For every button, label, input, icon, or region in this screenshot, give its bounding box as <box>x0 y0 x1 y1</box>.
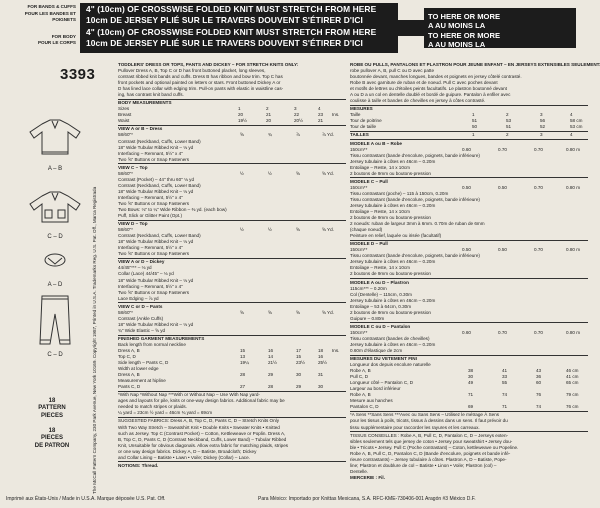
row-label: Jersey tubulaire à côtes en 46cm – 0.20m <box>350 297 436 303</box>
row-value: 0.50 <box>498 247 507 253</box>
row-label: Two ⅝" Buttons or Snap Fasteners <box>118 251 190 257</box>
view-title: VIEW A or B – Dress <box>118 126 163 132</box>
row-value: ½ <box>240 170 244 176</box>
row-value: 76 cm <box>566 404 579 410</box>
gauge-line: 10cm DE JERSEY PLIÉ SUR LE TRAVERS DOUVENT S'ÉTIRER D'ICI <box>86 38 363 49</box>
intro-line: A ou D a un col en dentelle doublé et bordé de guipure. Pantalon à enfiler avec <box>350 92 511 98</box>
row-value: 51 <box>506 124 512 130</box>
technical-drawings <box>20 118 90 348</box>
row-label: Jersey tubulaire à côtes en 46cm – 0.20m <box>350 202 436 208</box>
row-value: 58 cm <box>570 118 583 124</box>
table-row <box>118 384 346 390</box>
intro-line: et motifs de lettres ou d'étoiles peints facultatifs. Le plastron boutonné devant <box>350 86 507 92</box>
row-label: Peinture en relief, laquée ou irisée (facultatif) <box>350 233 442 239</box>
row-value: 17 <box>296 348 302 353</box>
row-value: Ins. <box>332 348 340 353</box>
fabric-line: Dentelle. <box>350 468 369 474</box>
row-value: 33 <box>502 374 508 380</box>
row-label: Interfacing – Remnant, 5½" x 4" <box>118 283 183 289</box>
view-title: VIEW D – Top <box>118 221 148 227</box>
row-value: 0.70 <box>534 146 543 152</box>
pieces-label: DE PATRON <box>34 442 70 449</box>
row-value: 55 <box>502 380 508 386</box>
table-row <box>350 132 588 138</box>
row-value: 18 <box>318 348 324 353</box>
row-value: 30 <box>296 372 302 378</box>
row-label: Contrast (Pocket) – 44" thru 60" ⅛ yd <box>118 176 195 182</box>
row-value: 50 <box>472 124 478 130</box>
row-value: 52 <box>540 124 546 130</box>
row-value: 71 <box>502 404 508 410</box>
row-label: Waist <box>118 118 130 124</box>
pieces-label: PIECES <box>40 412 63 419</box>
fabric-line: SUGGESTED FABRICS: Dress A, B, Top C, D, Pants C, D – Stretch Knits Only <box>118 418 279 424</box>
gauge-label: POUR LES BANDES ET POIGNETS <box>24 10 76 23</box>
row-label: 58/60"* <box>118 170 133 176</box>
gauge-line: 4" (10cm) OF CROSSWISE FOLDED KNIT MUST STRETCH FROM HERE <box>86 26 377 37</box>
row-value: 28 <box>268 384 274 390</box>
gauge-right-text <box>428 12 500 50</box>
pants-drawing <box>40 296 70 344</box>
section-heading: BODY MEASUREMENTS <box>118 100 172 106</box>
row-value: 3 <box>540 112 543 118</box>
row-label: Tissu contrastant (bande d'encolure, poignets, bande inférieure) <box>350 152 480 158</box>
row-label: Top C, D <box>118 354 136 360</box>
row-value: 1 <box>472 132 475 138</box>
row-label: (chaque noeud) <box>350 227 383 233</box>
copyright-side-text <box>92 66 104 496</box>
gauge-line: 10cm DE JERSEY PLIÉ SUR LE TRAVERS DOUVENT S'ÉTIRER D'ICI <box>86 15 363 26</box>
row-value: ⅝ <box>296 227 300 233</box>
row-label: Tour de poitrine <box>350 118 382 124</box>
row-value: ⅝ <box>268 309 272 315</box>
row-label: 2 noeuds: ruban de largeur 3mm à 6mm. 0.70m de ruban de 6mm <box>350 221 485 227</box>
row-value: ½ <box>240 227 244 233</box>
row-label: Tissu contrastant (bande d'encolure, poignets, bande inférieure) <box>350 196 480 202</box>
row-value: 53 <box>506 118 512 124</box>
table-row <box>350 404 588 410</box>
view-title: MODELE D – Pull <box>350 241 388 247</box>
mexico-notice: Para México: Importado por Knittas Mexicana, S.A. RFC-KME-730406-001 Aragón #3 México D.F. <box>258 496 476 502</box>
intro-line: contrast ribbed knit bands and cuffs. Dress B has ribbon and bow trim. Top C has <box>118 74 283 80</box>
sens-line: *A Sens **Sans Sens ***Avec ou Sans Sens – Utilisez le métrage À Sens <box>350 412 500 418</box>
fabric-line: such as Jersey. Top C (Contrast Pocket) – Cotton, Kettleweave or Poplin. Dress A, <box>118 430 286 436</box>
section-title: ROBE OU PULLS, PANTALONS ET PLASTRON POUR JEUNE ENFANT – EN JERSEYS EXTENSIBLES SEULEMENT: <box>350 62 600 67</box>
table-row <box>118 328 346 334</box>
row-value: 65 cm <box>566 380 579 386</box>
row-label: Robe A, B <box>350 392 371 398</box>
row-label: Contrast (Neckband, Cuffs, Lower Band) <box>118 138 201 144</box>
dress-drawing <box>30 120 80 154</box>
row-label: 58/60"* <box>118 227 133 233</box>
row-label: Robe A, B <box>350 368 371 374</box>
row-value: ⅝ Yd. <box>322 170 334 176</box>
view-title: MODELE A ou B – Robe <box>350 140 402 146</box>
intro-line: robe pullover A, B, pull C ou D avec patte <box>350 68 435 74</box>
english-instructions <box>118 62 346 469</box>
view-title: VIEW A or D – Dickey <box>118 259 165 265</box>
row-value: 21 <box>266 112 272 118</box>
row-value: ⅝ Yd. <box>322 227 334 233</box>
gauge-line: 4" (10cm) OF CROSSWISE FOLDED KNIT MUST STRETCH FROM HERE <box>86 4 377 14</box>
row-label: Tissu contrastant (bande d'encolure, poignets, bande inférieure) <box>350 253 480 259</box>
row-value: 28 <box>240 372 246 378</box>
row-value: 51 <box>472 118 478 124</box>
intro-line: front pockets and optional painted on letters or stars. Front buttoned Dickey A or <box>118 80 281 86</box>
row-value: 0.70 <box>498 329 507 335</box>
fabric-line: line; Plastron et doublure de col – Batiste • Linon • Voile; Plastron (col) – <box>350 462 497 468</box>
row-value: 74 <box>536 404 542 410</box>
row-value: 43 <box>536 368 542 374</box>
fabric-line: Knit, Unsuitable for obvious diagonals. Allow extra fabric for matching plaids, stripes <box>118 442 289 448</box>
row-value: 19¼ <box>240 360 249 366</box>
notions-line: MERCERIE : Fil. <box>350 474 385 480</box>
row-value: 30 <box>468 374 474 380</box>
row-label: Entoilage – Reste, 14 x 10cm <box>350 265 411 271</box>
top-drawing <box>30 192 80 222</box>
row-value: ⅞ Yd. <box>322 132 334 138</box>
nap-line: ¼ yard = 23cm ½ yard = 46cm ¾ yard = 69cm <box>118 410 213 416</box>
fabric-line: B, Top C, D, Pants C, D (Contrast Neckband, Cuffs, Lower Band) – Tubular Ribbed <box>118 436 287 442</box>
intro-line: Pullover Dress A, B, Top C or D has front buttoned placket, long sleeves, <box>118 68 266 74</box>
row-value: 22 <box>294 112 300 118</box>
row-value: 60 <box>536 380 542 386</box>
row-value: 69 <box>468 404 474 410</box>
figure-label: A – B <box>47 166 63 172</box>
nap-line: *With Nap *Without Nap ***With or Without Nap – Use With Nap yard- <box>118 392 260 398</box>
row-value: 4 <box>570 132 573 138</box>
row-value: 25½ <box>318 360 327 366</box>
print-notice: Imprimé aux États-Unis / Made in U.S.A. Marque déposée U.S. Pat. Off. <box>6 496 166 502</box>
row-label: 2 boutons de 9mm ou boutons-pression <box>350 170 431 176</box>
intro-line: ing, has contrast knit band cuffs. <box>118 92 184 98</box>
row-value: 1 <box>472 112 475 118</box>
row-label: Longueur dos depuis encolure naturelle <box>350 362 431 368</box>
row-label: Tissu contrastant (bandes de chevilles) <box>350 335 430 341</box>
intro-line: coulisse à taille et bandes de chevilles en jersey à côtes contrasté. <box>350 98 486 104</box>
row-label: 58/60"* <box>118 132 133 138</box>
table-row <box>350 171 588 177</box>
fabric-line: sibles seulement tels que jersey de coton • Jersey pour sweatshirt • Jersey dou- <box>350 438 513 444</box>
intro-line: Robe B avec garniture de ruban et de noeud. Pull C avec poches devant <box>350 80 498 86</box>
row-value: ⅝ <box>296 309 300 315</box>
row-label: 2 boutons de 9mm ou boutons-pression <box>350 271 431 277</box>
row-label: 2 boutons de 9mm ou boutons-pression <box>350 215 431 221</box>
row-label: Contrast (Neckband, Cuffs, Lower Band) <box>118 233 201 239</box>
row-value: 0.50 <box>498 184 507 190</box>
row-label: Pantalon C, D <box>350 404 379 410</box>
intro-line: D has lined lace collar with edging trim. Pull-on pants with elastic in waistline cas- <box>118 86 284 92</box>
pattern-number: 3393 <box>60 66 96 83</box>
row-value: 53 cm <box>570 124 583 130</box>
row-label: Lace Edging – ⅞ yd <box>118 295 159 301</box>
row-value: 16 <box>318 354 324 360</box>
row-value: 41 cm <box>566 374 579 380</box>
row-value: 0.80 m <box>566 247 581 253</box>
row-value: 15 <box>240 348 246 353</box>
row-label: Two Bows: ⅛" to ¼" Wide Ribbon – ⅜ yd. (each bow) <box>118 207 227 213</box>
row-value: 46 cm <box>566 368 579 374</box>
stretch-gauge-header <box>0 0 600 56</box>
row-label: 18" Wide Tubular Ribbed Knit – ⅛ yd <box>118 239 194 245</box>
row-label: Entoilage – Reste, 14 x 10cm <box>350 209 411 215</box>
row-value: 36 <box>536 374 542 380</box>
row-value: ½ <box>268 227 272 233</box>
row-value: 0.60 <box>462 146 471 152</box>
gauge-label: FOR BODY <box>51 33 76 39</box>
figure-label: A – D <box>47 282 63 288</box>
row-label: 150cm** <box>350 329 368 335</box>
row-value: 0.70 <box>534 329 543 335</box>
pieces-label: PIECES <box>40 435 63 442</box>
row-value: 14 <box>268 354 274 360</box>
row-label: Interfacing – Remnant, 5½" x 4" <box>118 194 183 200</box>
row-label: Dress A, B <box>118 372 140 378</box>
row-label: Pants C, D <box>118 384 141 390</box>
row-label: Jersey tubulaire à côtes en 46cm – 0.20m <box>350 158 436 164</box>
copyright-text: The McCall Pattern Company, 230 Park Avenue, New York 10169. Copyright 1987, Printed in U.S.A. Trademarks Reg. U.S. Pat. Off., Marca Registrada <box>92 186 97 494</box>
gauge-right-line: A AU MOINS LA <box>428 21 486 31</box>
row-value: 29 <box>268 372 274 378</box>
row-label: 18" Wide Tubular Ribbed Knit – ⅛ yd <box>118 277 194 283</box>
row-value: ⅝ <box>240 132 244 138</box>
row-label: Jersey tubulaire à côtes en 46cm – 0.20m <box>350 341 436 347</box>
row-value: 13 <box>240 354 246 360</box>
row-value: ⅝ <box>296 170 300 176</box>
row-label: Interfacing – Remnant, 5½" x 4" <box>118 150 183 156</box>
table-row <box>350 233 588 239</box>
row-label: 18" Wide Tubular Ribbed Knit – ⅛ yd <box>118 188 194 194</box>
row-value: 56 <box>540 118 546 124</box>
row-value: 20½ <box>294 118 303 124</box>
view-title: MODELE A ou D – Plastron <box>350 279 409 285</box>
pattern-pieces-fr <box>22 428 82 450</box>
row-value: ⅝ <box>240 309 244 315</box>
row-value: 38 <box>468 368 474 374</box>
row-label: Jersey tubulaire à côtes en 46cm – 0.20m <box>350 259 436 265</box>
view-title: VIEW C or D – Pants <box>118 303 163 309</box>
table-row <box>118 118 346 124</box>
table-row <box>118 213 346 219</box>
row-label: Two ⅝" Buttons or Snap Fasteners <box>118 289 190 295</box>
row-label: Largeur au bord inférieur <box>350 386 401 392</box>
row-value: 30 <box>318 384 324 390</box>
row-label: 58/60"* <box>118 309 133 315</box>
row-value: 41 <box>502 368 508 374</box>
row-label: Col (Dentelle) – 115cm, 0.30m <box>350 291 412 297</box>
row-value: 0.80 m <box>566 329 581 335</box>
pieces-count: 18 <box>48 428 56 434</box>
table-row <box>118 251 346 257</box>
row-value: 19½ <box>238 118 247 124</box>
row-value: 1 <box>238 106 241 112</box>
row-label: 115cm*** – 0.20m <box>350 285 387 291</box>
row-label: 18" Wide Tubular Ribbed Knit – ⅛ yd <box>118 321 194 327</box>
intro-line: boutonnée devant, manches longues, bandes et poignets en jersey côtelé contrasté. <box>350 74 522 80</box>
row-label: 150cm** <box>350 146 368 152</box>
gauge-label: FOR BANDS & CUFFS <box>27 4 76 9</box>
row-value: ½ <box>268 170 272 176</box>
row-value: 0.50 <box>462 184 471 190</box>
view-title: MODELE C ou D – Pantalon <box>350 323 411 329</box>
row-label: Dress A, B <box>118 348 140 353</box>
row-value: 0.80 m <box>566 146 581 152</box>
row-label: 18" Wide Tubular Ribbed Knit – ⅛ yd <box>118 144 194 150</box>
row-value: 71 <box>468 392 474 398</box>
row-value: 0.60 <box>462 329 471 335</box>
row-value: 20 <box>238 112 244 118</box>
row-value: 2 <box>506 112 509 118</box>
pieces-count: 18 <box>48 398 56 404</box>
table-row <box>350 316 588 322</box>
row-value: 49 <box>468 380 474 386</box>
row-value: 74 <box>502 392 508 398</box>
row-label: Pull C, D <box>350 374 369 380</box>
row-value: 23 <box>318 112 324 118</box>
row-label: Guipure – 0.80m <box>350 315 385 321</box>
row-label: Two ⅝" Buttons or Snap Fasteners <box>118 200 190 206</box>
fabric-line: or one way design fabrics. Dickey A, D – Batiste, Broadcloth; Dickey <box>118 448 257 454</box>
notions-line: NOTIONS: Thread. <box>118 462 159 468</box>
nap-line: needed to match stripes or plaids. <box>118 404 187 410</box>
table-row <box>350 271 588 277</box>
row-value: ¾ <box>268 132 272 138</box>
row-value: 2 <box>506 132 509 138</box>
row-value: 79 cm <box>566 392 579 398</box>
row-value: 3 <box>294 106 297 112</box>
gauge-right-line: A AU MOINS LA <box>428 40 486 50</box>
row-value: 0.70 <box>534 184 543 190</box>
row-label: Width at lower edge <box>118 366 159 372</box>
row-label: Mesure aux hanches <box>350 398 393 404</box>
row-label: ¾" Wide Elastic – ⅝ yd <box>118 327 166 333</box>
row-label: 2 boutons de 9mm ou boutons-pression <box>350 309 431 315</box>
pieces-label: PATTERN <box>38 405 66 412</box>
row-value: Ins. <box>332 112 340 118</box>
row-label: Longueur côté – Pantalon C, D <box>350 380 414 386</box>
fabric-line: TISSUS CONSEILLES : Robe A, B, Pull C, D, Pantalon C, D – Jerseys exten- <box>350 432 509 438</box>
row-label: Sizes <box>118 106 130 112</box>
row-label: Two ⅝" Buttons or Snap Fasteners <box>118 156 190 162</box>
fabric-line: ble • Tricots • Jersey. Pull C (Poche contrastant) – Coton, kettleweave ou Popeline. <box>350 444 519 450</box>
gauge-right-line: TO HERE OR MORE <box>428 12 501 21</box>
table-row <box>118 157 346 163</box>
section-heading: MESURES <box>350 106 373 112</box>
row-label: TAILLES <box>350 132 369 138</box>
row-value: 0.70 <box>498 146 507 152</box>
row-label: Breast <box>118 112 132 118</box>
row-value: 4 <box>570 112 573 118</box>
row-label: Back length from normal neckline <box>118 341 186 347</box>
row-value: 0.70 <box>534 247 543 253</box>
row-value: 15 <box>296 354 302 360</box>
fabric-line: and Collar Lining – Batiste • Lawn • Voile; Dickey (Collar) – Lace. <box>118 454 250 460</box>
fabric-line: Robe A, B, Pull C, D, Pantalon C, D (Bande d'encolure, poignets et bande infé- <box>350 450 511 456</box>
row-label: Collar (Lace) 44/45" – ⅛ yd <box>118 271 174 277</box>
row-label: 150cm** <box>350 184 368 190</box>
fabric-line: rieure contrastants) – Jersey tubulaire à côtes. Plastron A, D – Batiste, Pope- <box>350 456 507 462</box>
row-value: 20 <box>266 118 272 124</box>
sens-line: tissu supplémentaire pour raccorder les rayures et les carreaux. <box>350 424 480 430</box>
row-value: 2 <box>266 106 269 112</box>
gauge-labels <box>6 4 76 47</box>
section-title: TODDLERS' DRESS OR TOPS, PANTS AND DICKEY – FOR STRETCH KNITS ONLY: <box>118 62 299 67</box>
sens-line: pour les tissus à poils, tricots, tissus à dessins dans un sens. Il faut prévoir du <box>350 418 508 424</box>
nap-line: ages and layouts for pile, knits or one-way design fabrics. Additional fabric may be <box>118 398 285 404</box>
row-value: 3 <box>540 132 543 138</box>
row-value: 29 <box>296 384 302 390</box>
table-row <box>350 124 588 130</box>
fabric-line: With Two Way Stretch – Sweatshirt Knit • Double Knits • Sweater Knits • Knitted <box>118 424 280 430</box>
row-label: Side length – Pants C, D <box>118 360 169 366</box>
pattern-pieces-en <box>22 398 82 420</box>
row-value: 23½ <box>296 360 305 366</box>
row-value: ⅝ Yd. <box>322 309 334 315</box>
row-value: 0.50 <box>462 247 471 253</box>
french-instructions <box>350 62 600 481</box>
row-value: 21 <box>318 118 324 124</box>
row-label: Interfacing – Remnant, 5½" x 4" <box>118 245 183 251</box>
row-label: Measurement at hipline <box>118 378 166 384</box>
row-value: 16 <box>268 348 274 353</box>
section-heading: MESURES DU VETEMENT FINI <box>350 356 417 362</box>
row-value: ⅞ <box>296 132 300 138</box>
figure-label: C – D <box>47 234 63 240</box>
row-value: 31 <box>318 372 324 378</box>
figure-label: C – D <box>47 352 63 358</box>
row-value: 4 <box>318 106 321 112</box>
dickey-drawing <box>45 254 65 266</box>
row-label: 44/45"*** – ⅛ yd <box>118 265 152 271</box>
row-label: Tour de taille <box>350 124 377 130</box>
row-label: Contrast (Neckband, Cuffs, Lower Band) <box>118 182 201 188</box>
row-label: Contrast (Ankle Cuffs) <box>118 315 164 321</box>
row-label: Puff, Slick or Glitter Paint (Opt.) <box>118 213 182 219</box>
row-label: 0.60m d'élastique de 2cm <box>350 348 403 353</box>
row-value: 76 <box>536 392 542 398</box>
row-label: Tissu contrastant (poche) – 115 à 150cm, 0.20m <box>350 190 449 196</box>
row-label: 150cm** <box>350 247 368 253</box>
gauge-right-line: TO HERE OR MORE <box>428 30 501 40</box>
section-heading: FINISHED GARMENT MEASUREMENTS <box>118 335 205 341</box>
gauge-text <box>86 4 386 50</box>
row-value: 21½ <box>268 360 277 366</box>
table-row <box>118 296 346 302</box>
row-label: Entoilage – Reste, 14 x 10cm <box>350 164 411 170</box>
row-value: 27 <box>240 384 246 390</box>
row-label: Entoilage – 53 à 64cm, 0.30m <box>350 303 412 309</box>
table-row <box>350 348 588 354</box>
view-title: VIEW C – Top <box>118 164 148 170</box>
row-label: Taille <box>350 112 361 118</box>
row-value: 0.80 m <box>566 184 581 190</box>
view-title: MODELE C – Pull <box>350 178 388 184</box>
gauge-label: POUR LE CORPS <box>37 40 76 46</box>
